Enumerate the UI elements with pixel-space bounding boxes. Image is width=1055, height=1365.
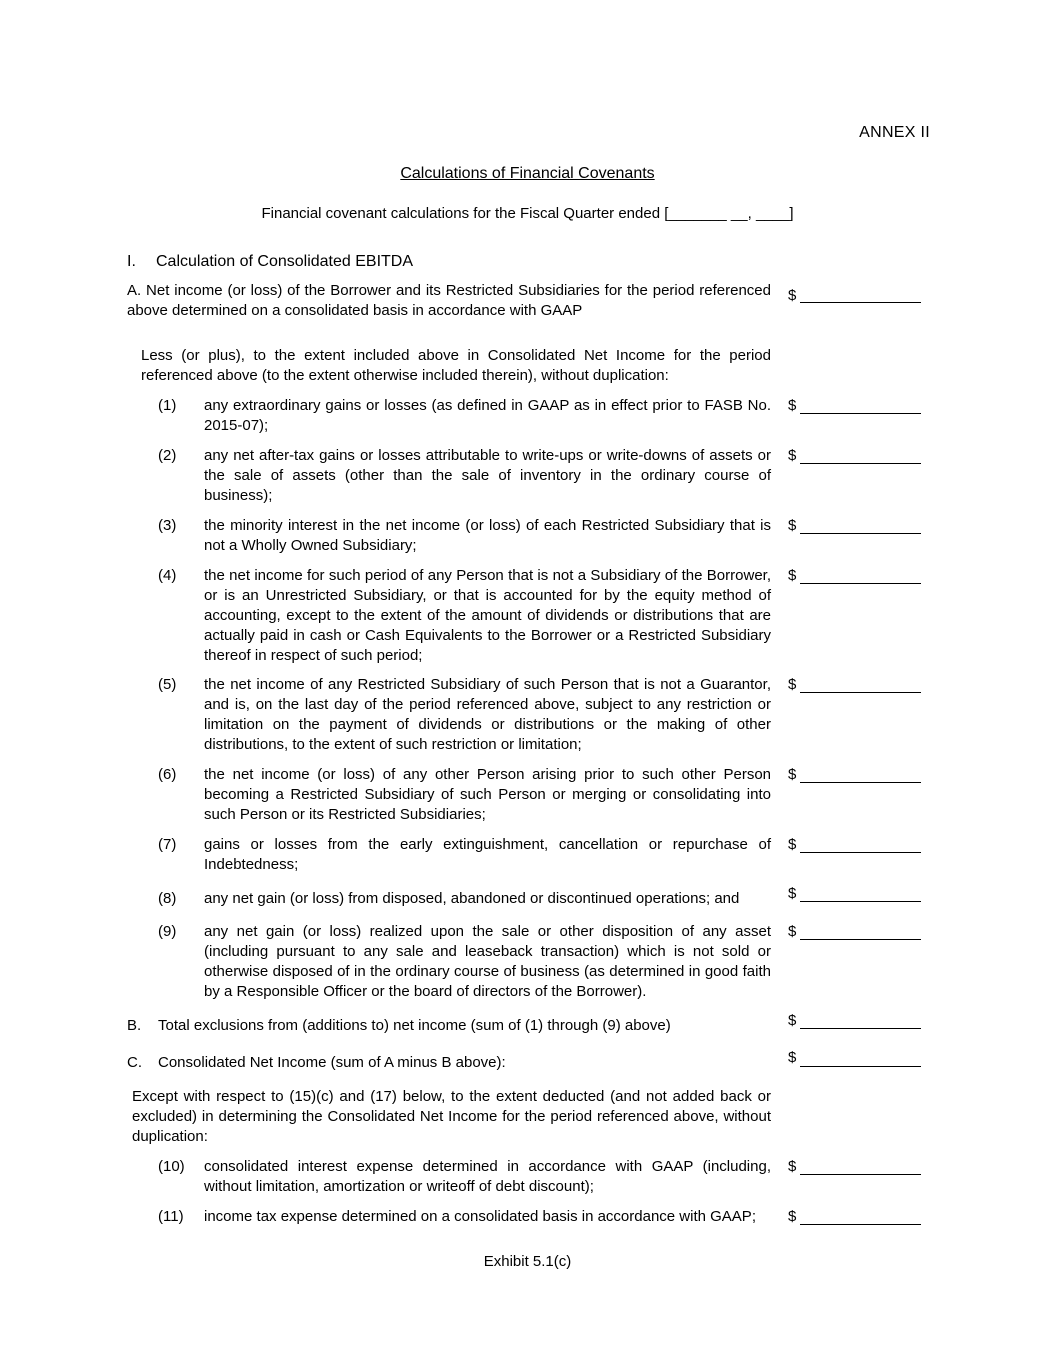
item-number: (5) xyxy=(158,676,177,693)
item-text: any net gain (or loss) realized upon the sale or other disposition of any asset (including pursuant to any sale and leaseback transaction) which is not sold or otherwise disposed of in the ordinary course of business (as determined in good faith by a Responsible Officer or the board of directors of the Borrower). xyxy=(204,923,771,1000)
section-title: Calculation of Consolidated EBITDA xyxy=(156,253,414,270)
amount-blank[interactable] xyxy=(800,901,921,902)
item-number: (10) xyxy=(158,1158,185,1175)
item-number: (4) xyxy=(158,567,177,584)
item-number: (6) xyxy=(158,766,177,783)
item-number: (3) xyxy=(158,517,177,534)
item-number: (9) xyxy=(158,923,177,940)
annex-label: ANNEX II xyxy=(859,124,930,141)
item-text: any net after-tax gains or losses attributable to write-ups or write-downs of assets or the sale of assets (other than the sale of inventory in the ordinary course of business); xyxy=(204,447,771,504)
document-title: Calculations of Financial Covenants xyxy=(400,165,655,182)
amount-blank-b[interactable] xyxy=(800,1028,921,1029)
item-text: the net income of any Restricted Subsidiary of such Person that is not a Guarantor, and is, on the last day of the period referenced above, subject to any restriction or limitation on the payment of dividends or distributions or the making of other distributions, to the extent of such restriction or limitation; xyxy=(204,676,771,753)
paragraph-c-text: Consolidated Net Income (sum of A minus B above): xyxy=(158,1054,506,1071)
paragraph-b-letter: B. xyxy=(127,1017,142,1034)
dollar-sign: $ xyxy=(788,447,797,464)
item-number: (8) xyxy=(158,890,177,907)
dollar-sign: $ xyxy=(788,517,797,534)
item-text: any net gain (or loss) from disposed, abandoned or discontinued operations; and xyxy=(204,890,740,907)
exhibit-footer: Exhibit 5.1(c) xyxy=(483,1253,572,1270)
dollar-sign-a: $ xyxy=(788,287,797,304)
dollar-sign: $ xyxy=(788,1158,797,1175)
item-number: (2) xyxy=(158,447,177,464)
item-text: consolidated interest expense determined in accordance with GAAP (including, without limitation, amortization or writeoff of debt discount); xyxy=(204,1158,771,1195)
item-text: the minority interest in the net income (or loss) of each Restricted Subsidiary that is not a Wholly Owned Subsidiary; xyxy=(204,517,771,554)
amount-blank[interactable] xyxy=(800,1224,921,1225)
less-intro-paragraph: Less (or plus), to the extent included above in Consolidated Net Income for the period referenced above (to the extent otherwise included therein), without duplication: xyxy=(141,347,771,384)
amount-blank-a[interactable] xyxy=(800,302,921,303)
paragraph-b-text: Total exclusions from (additions to) net income (sum of (1) through (9) above) xyxy=(158,1017,671,1034)
dollar-sign: $ xyxy=(788,676,797,693)
paragraph-c-letter: C. xyxy=(127,1054,142,1071)
dollar-sign-c: $ xyxy=(788,1049,797,1066)
dollar-sign: $ xyxy=(788,885,797,902)
amount-blank[interactable] xyxy=(800,583,921,584)
amount-blank[interactable] xyxy=(800,463,921,464)
except-intro-paragraph: Except with respect to (15)(c) and (17) below, to the extent deducted (and not added back or excluded) in determining the Consolidated Net Income for the period referenced above, without duplication: xyxy=(132,1088,771,1145)
item-text: income tax expense determined on a consolidated basis in accordance with GAAP; xyxy=(204,1208,756,1225)
amount-blank[interactable] xyxy=(800,782,921,783)
item-text: gains or losses from the early extinguishment, cancellation or repurchase of Indebtedness; xyxy=(204,836,771,873)
item-text: any extraordinary gains or losses (as defined in GAAP as in effect prior to FASB No. 2015-07); xyxy=(204,397,771,434)
amount-blank-c[interactable] xyxy=(800,1066,921,1067)
item-number: (7) xyxy=(158,836,177,853)
dollar-sign: $ xyxy=(788,923,797,940)
amount-blank[interactable] xyxy=(800,692,921,693)
dollar-sign: $ xyxy=(788,836,797,853)
amount-blank[interactable] xyxy=(800,1174,921,1175)
item-number: (11) xyxy=(158,1208,184,1225)
amount-blank[interactable] xyxy=(800,852,921,853)
document-subtitle: Financial covenant calculations for the Fiscal Quarter ended [_______ __, ____] xyxy=(261,205,794,222)
item-text: the net income (or loss) of any other Person arising prior to such other Person becoming a Restricted Subsidiary of such Person or merging or consolidating into such Person or its Restricted Subsidiaries; xyxy=(204,766,771,823)
item-number: (1) xyxy=(158,397,177,414)
amount-blank[interactable] xyxy=(800,413,921,414)
section-number: I. xyxy=(127,253,136,270)
dollar-sign: $ xyxy=(788,567,797,584)
amount-blank[interactable] xyxy=(800,533,921,534)
section-heading xyxy=(127,252,413,272)
amount-blank[interactable] xyxy=(800,939,921,940)
dollar-sign: $ xyxy=(788,766,797,783)
dollar-sign: $ xyxy=(788,397,797,414)
paragraph-a: A. Net income (or loss) of the Borrower and its Restricted Subsidiaries for the period referenced above determined on a consolidated basis in accordance with GAAP xyxy=(127,282,771,319)
dollar-sign-b: $ xyxy=(788,1012,797,1029)
item-text: the net income for such period of any Person that is not a Subsidiary of the Borrower, or is an Unrestricted Subsidiary, or that is accounted for by the equity method of accounting, except to the extent of the amount of dividends or distributions that are actually paid in cash or Cash Equivalents to the Borrower or a Restricted Subsidiary thereof in respect of such period; xyxy=(204,567,771,664)
dollar-sign: $ xyxy=(788,1208,797,1225)
